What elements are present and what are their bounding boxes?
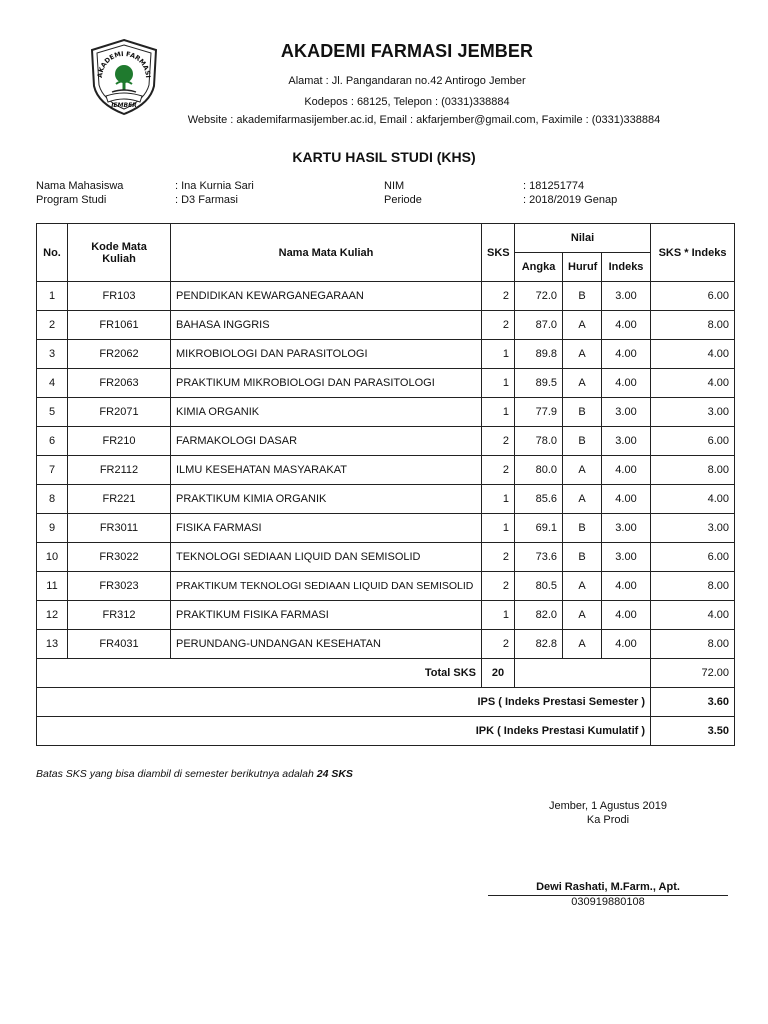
table-row: 5 FR2071 KIMIA ORGANIK 1 77.9 B 3.00 3.00 bbox=[37, 398, 735, 427]
ips-value: 3.60 bbox=[651, 688, 735, 717]
table-row: 10 FR3022 TEKNOLOGI SEDIAAN LIQUID DAN SEMISOLID 2 73.6 B 3.00 6.00 bbox=[37, 543, 735, 572]
address-line: Alamat : Jl. Pangandaran no.42 Antirogo Jember bbox=[288, 75, 526, 87]
postal-phone-line: Kodepos : 68125, Telepon : (0331)338884 bbox=[304, 96, 510, 108]
contact-line: Website : akademifarmasijember.ac.id, Email : akfarjember@gmail.com, Faximile : (0331)338884 bbox=[187, 114, 661, 126]
header-nilai: Nilai bbox=[515, 224, 651, 253]
header-code: Kode Mata Kuliah bbox=[68, 224, 171, 282]
program-label: Program Studi bbox=[36, 194, 107, 206]
header-sks-indeks: SKS * Indeks bbox=[651, 224, 735, 282]
nim-label: NIM bbox=[384, 180, 405, 192]
nim-value: : 181251774 bbox=[523, 180, 585, 192]
grades-table bbox=[36, 223, 735, 746]
sks-limit-value: 24 SKS bbox=[316, 768, 353, 780]
header-sks: SKS bbox=[482, 224, 515, 282]
table-row: 6 FR210 FARMAKOLOGI DASAR 2 78.0 B 3.00 6.00 bbox=[37, 427, 735, 456]
header-huruf: Huruf bbox=[563, 253, 602, 282]
table-row: 4 FR2063 PRAKTIKUM MIKROBIOLOGI DAN PARASITOLOGI 1 89.5 A 4.00 4.00 bbox=[37, 369, 735, 398]
ipk-value: 3.50 bbox=[651, 717, 735, 746]
total-sks-value: 20 bbox=[482, 659, 515, 688]
signatory-name: Dewi Rashati, M.Farm., Apt. bbox=[536, 881, 680, 893]
signatory-nip: 030919880108 bbox=[571, 896, 645, 908]
header-indeks: Indeks bbox=[602, 253, 651, 282]
logo-bottom-text: JEMBER bbox=[111, 102, 137, 109]
total-sks-indeks-value: 72.00 bbox=[651, 659, 735, 688]
table-row: 2 FR1061 BAHASA INGGRIS 2 87.0 A 4.00 8.00 bbox=[37, 311, 735, 340]
total-row bbox=[37, 659, 735, 688]
student-name-value: : Ina Kurnia Sari bbox=[175, 180, 254, 192]
period-label: Periode bbox=[384, 194, 422, 206]
table-row: 12 FR312 PRAKTIKUM FISIKA FARMASI 1 82.0 A 4.00 4.00 bbox=[37, 601, 735, 630]
ipk-label: IPK ( Indeks Prestasi Kumulatif ) bbox=[37, 717, 651, 746]
table-row: 9 FR3011 FISIKA FARMASI 1 69.1 B 3.00 3.00 bbox=[37, 514, 735, 543]
total-sks-label: Total SKS bbox=[37, 659, 482, 688]
table-row: 8 FR221 PRAKTIKUM KIMIA ORGANIK 1 85.6 A 4.00 4.00 bbox=[37, 485, 735, 514]
logo-top-text: AKADEMI FARMASI bbox=[95, 49, 153, 79]
grades-body bbox=[37, 282, 735, 746]
header-course-name: Nama Mata Kuliah bbox=[171, 224, 482, 282]
sks-limit-note: Batas SKS yang bisa diambil di semester berikutnya adalah 24 SKS bbox=[36, 768, 353, 780]
signature-date: Jember, 1 Agustus 2019 bbox=[548, 800, 668, 812]
table-row: 13 FR4031 PERUNDANG-UNDANGAN KESEHATAN 2 82.8 A 4.00 8.00 bbox=[37, 630, 735, 659]
ips-row bbox=[37, 688, 735, 717]
table-row: 7 FR2112 ILMU KESEHATAN MASYARAKAT 2 80.0 A 4.00 8.00 bbox=[37, 456, 735, 485]
header-no: No. bbox=[37, 224, 68, 282]
signature-role: Ka Prodi bbox=[586, 814, 630, 826]
header-angka: Angka bbox=[515, 253, 563, 282]
program-value: : D3 Farmasi bbox=[175, 194, 238, 206]
table-row: 1 FR103 PENDIDIKAN KEWARGANEGARAAN 2 72.0 B 3.00 6.00 bbox=[37, 282, 735, 311]
ipk-row bbox=[37, 717, 735, 746]
institution-name: AKADEMI FARMASI JEMBER bbox=[280, 41, 534, 61]
table-row: 3 FR2062 MIKROBIOLOGI DAN PARASITOLOGI 1 89.8 A 4.00 4.00 bbox=[37, 340, 735, 369]
document-title: KARTU HASIL STUDI (KHS) bbox=[292, 149, 476, 165]
ips-label: IPS ( Indeks Prestasi Semester ) bbox=[37, 688, 651, 717]
period-value: : 2018/2019 Genap bbox=[523, 194, 618, 206]
student-name-label: Nama Mahasiswa bbox=[36, 180, 124, 192]
table-row: 11 FR3023 PRAKTIKUM TEKNOLOGI SEDIAAN LIQUID DAN SEMISOLID 2 80.5 A 4.00 8.00 bbox=[37, 572, 735, 601]
